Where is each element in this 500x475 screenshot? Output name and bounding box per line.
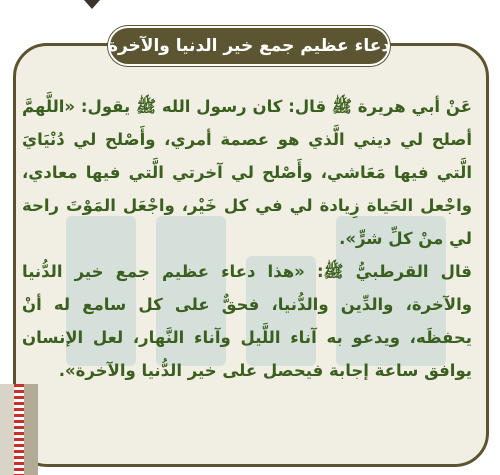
- book-edge-decoration: [0, 384, 38, 475]
- commentator-intro: قال القرطبيُّ: [343, 262, 472, 281]
- top-marker-icon: [84, 0, 100, 9]
- narrator-said: قال: كان رسول الله: [156, 97, 332, 116]
- honorific-icon: ﷺ: [136, 97, 157, 116]
- honorific-icon: ﷺ: [331, 97, 352, 116]
- hadith-text-block: [22, 90, 472, 387]
- title-banner: [108, 26, 390, 66]
- page-title: دعاء عظيم جمع خير الدنيا والآخرة: [107, 36, 391, 56]
- narrator-says: يقول:: [75, 97, 137, 116]
- hadith-paragraph: [22, 90, 472, 255]
- narrator-intro: عَنْ أبي هريرة: [351, 97, 472, 116]
- commentary-text: : «هذا دعاء عظيم جمع خير الدُّنيا والآخرة، والدِّين والدُّنيا، فحقٌّ على كل سامع له أنْ يحفظَه، ويدعو به آناء اللَّيل وآناء النَّهار، لعل الإنسان يوافق ساعة إجابة فيحصل على خير الدُّنيا والآخرة».: [22, 262, 472, 380]
- commentary-paragraph: [22, 255, 472, 387]
- honorific-icon: ﷺ: [323, 262, 344, 281]
- dua-text: «اللَّهمَّ أصلح لي ديني الَّذي هو عصمة أمري، وأَصْلح لي دُنْيَايَ الَّتي فيها مَعَاشي، وأَصْلح لي آخرتي الَّتي فيها معادي، واجْعل الحَياة زِيادة لي في كل خَيْر، واجْعَل المَوْتَ راحة لي منْ كلِّ شرٍّ».: [22, 97, 472, 248]
